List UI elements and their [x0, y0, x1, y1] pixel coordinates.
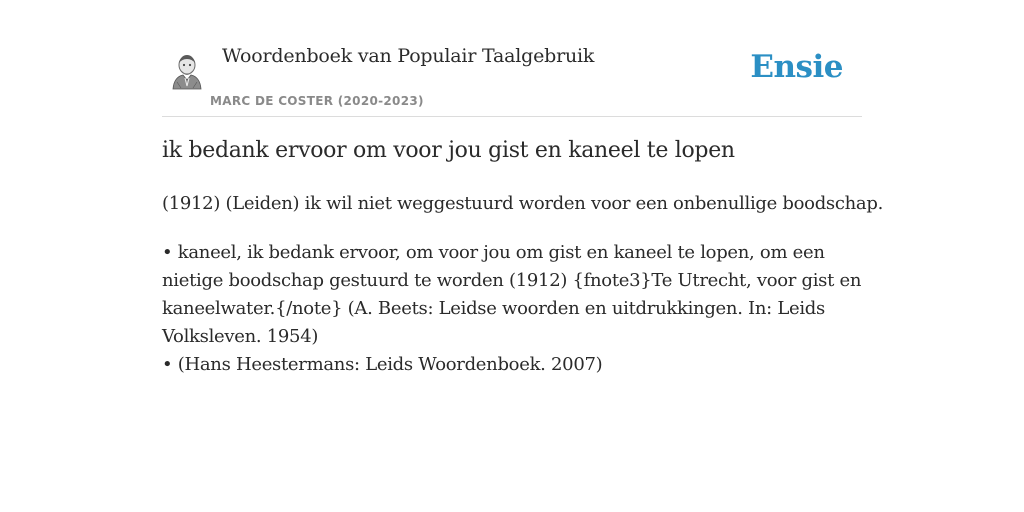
- site-header: [162, 0, 862, 117]
- site-author: MARC DE COSTER (2020-2023): [210, 94, 424, 108]
- citation-item: • kaneel, ik bedank ervoor, om voor jou om gist en kaneel te lopen, om een nietige boodschap gestuurd te worden (1912) {fnote3}Te Utrecht, voor gist en kaneelwater.{/note} (A. Beets: Leidse woorden en uitdrukkingen. In: Leids Volksleven. 1954): [162, 242, 862, 347]
- citation-list: [162, 239, 862, 379]
- entry-title: ik bedank ervoor om voor jou gist en kaneel te lopen: [162, 138, 735, 163]
- site-title[interactable]: Woordenboek van Populair Taalgebruik: [222, 45, 595, 67]
- entry-definition: (1912) (Leiden) ik wil niet weggestuurd worden voor een onbenullige boodschap.: [162, 193, 884, 214]
- citation-item: • (Hans Heestermans: Leids Woordenboek. 2007): [162, 354, 603, 375]
- brand-logo[interactable]: Ensie: [750, 49, 843, 85]
- page: [162, 0, 884, 375]
- portrait-engraving-icon[interactable]: [170, 52, 204, 90]
